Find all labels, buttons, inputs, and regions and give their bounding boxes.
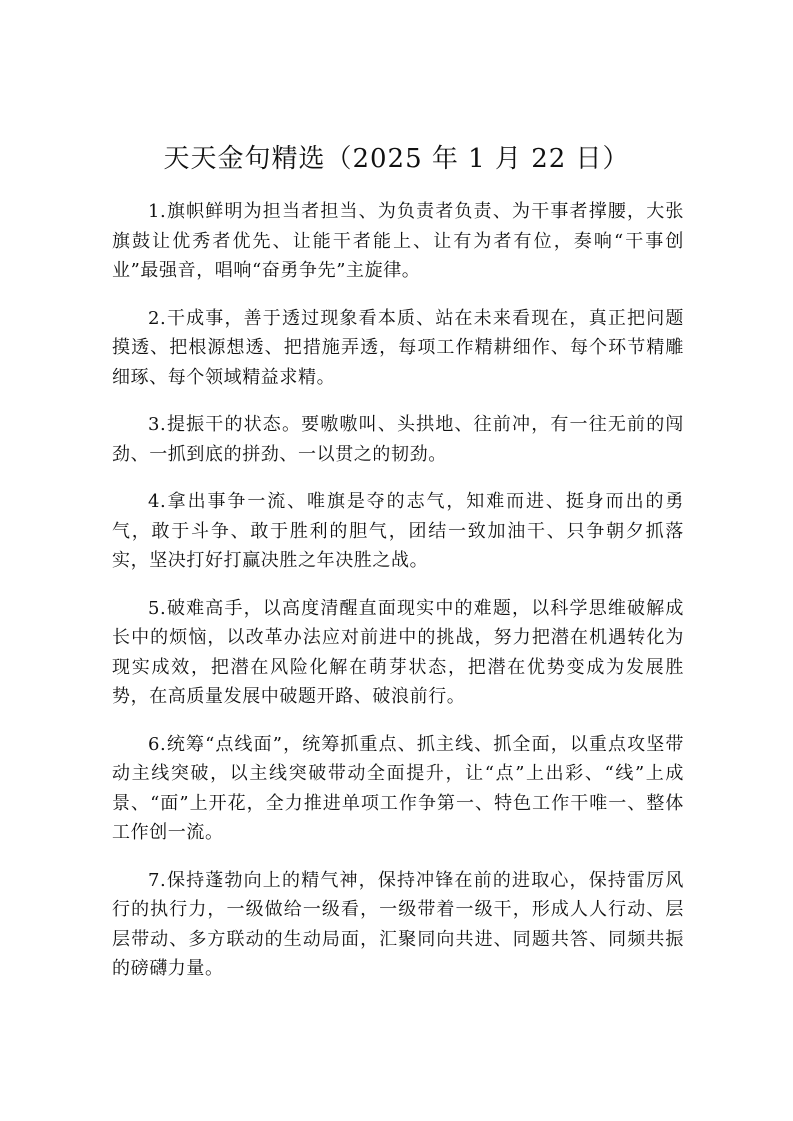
paragraph-3: 3.提振干的状态。要嗷嗷叫、头拱地、往前冲，有一往无前的闯劲、一抓到底的拼劲、一以贯之的韧劲。 bbox=[112, 414, 684, 465]
paragraph-2: 2.干成事，善于透过现象看本质、站在未来看现在，真正把问题摸透、把根源想透、把措施弄透，每项工作精耕细作、每个环节精雕细琢、每个领域精益求精。 bbox=[112, 307, 684, 388]
paragraph-1: 1.旗帜鲜明为担当者担当、为负责者负责、为干事者撑腰，大张旗鼓让优秀者优先、让能干者能上、让有为者有位，奏响“干事创业”最强音，唱响“奋勇争先”主旋律。 bbox=[112, 201, 684, 281]
paragraph-6: 6.统筹“点线面”，统筹抓重点、抓主线、抓全面，以重点攻坚带动主线突破，以主线突破带动全面提升，让“点”上出彩、“线”上成景、“面”上开花，全力推进单项工作争第一、特色工作干唯一、整体工作创一流。 bbox=[112, 733, 684, 843]
document-title: 天天金句精选（2025 年 1 月 22 日） bbox=[163, 144, 630, 174]
paragraph-5: 5.破难高手，以高度清醒直面现实中的难题，以科学思维破解成长中的烦恼，以改革办法应对前进中的挑战，努力把潜在机遇转化为现实成效，把潜在风险化解在萌芽状态，把潜在优势变成为发展胜势，在高质量发展中破题开路、破浪前行。 bbox=[112, 597, 684, 707]
paragraph-7: 7.保持蓬勃向上的精气神，保持冲锋在前的进取心，保持雷厉风行的执行力，一级做给一级看，一级带着一级干，形成人人行动、层层带动、多方联动的生动局面，汇聚同向共进、同题共答、同频共振的磅礴力量。 bbox=[112, 869, 684, 979]
document-body bbox=[112, 197, 684, 1002]
paragraph-4: 4.拿出事争一流、唯旗是夺的志气，知难而进、挺身而出的勇气，敢于斗争、敢于胜利的胆气，团结一致加油干、只争朝夕抓落实，坚决打好打赢决胜之年决胜之战。 bbox=[112, 491, 684, 571]
